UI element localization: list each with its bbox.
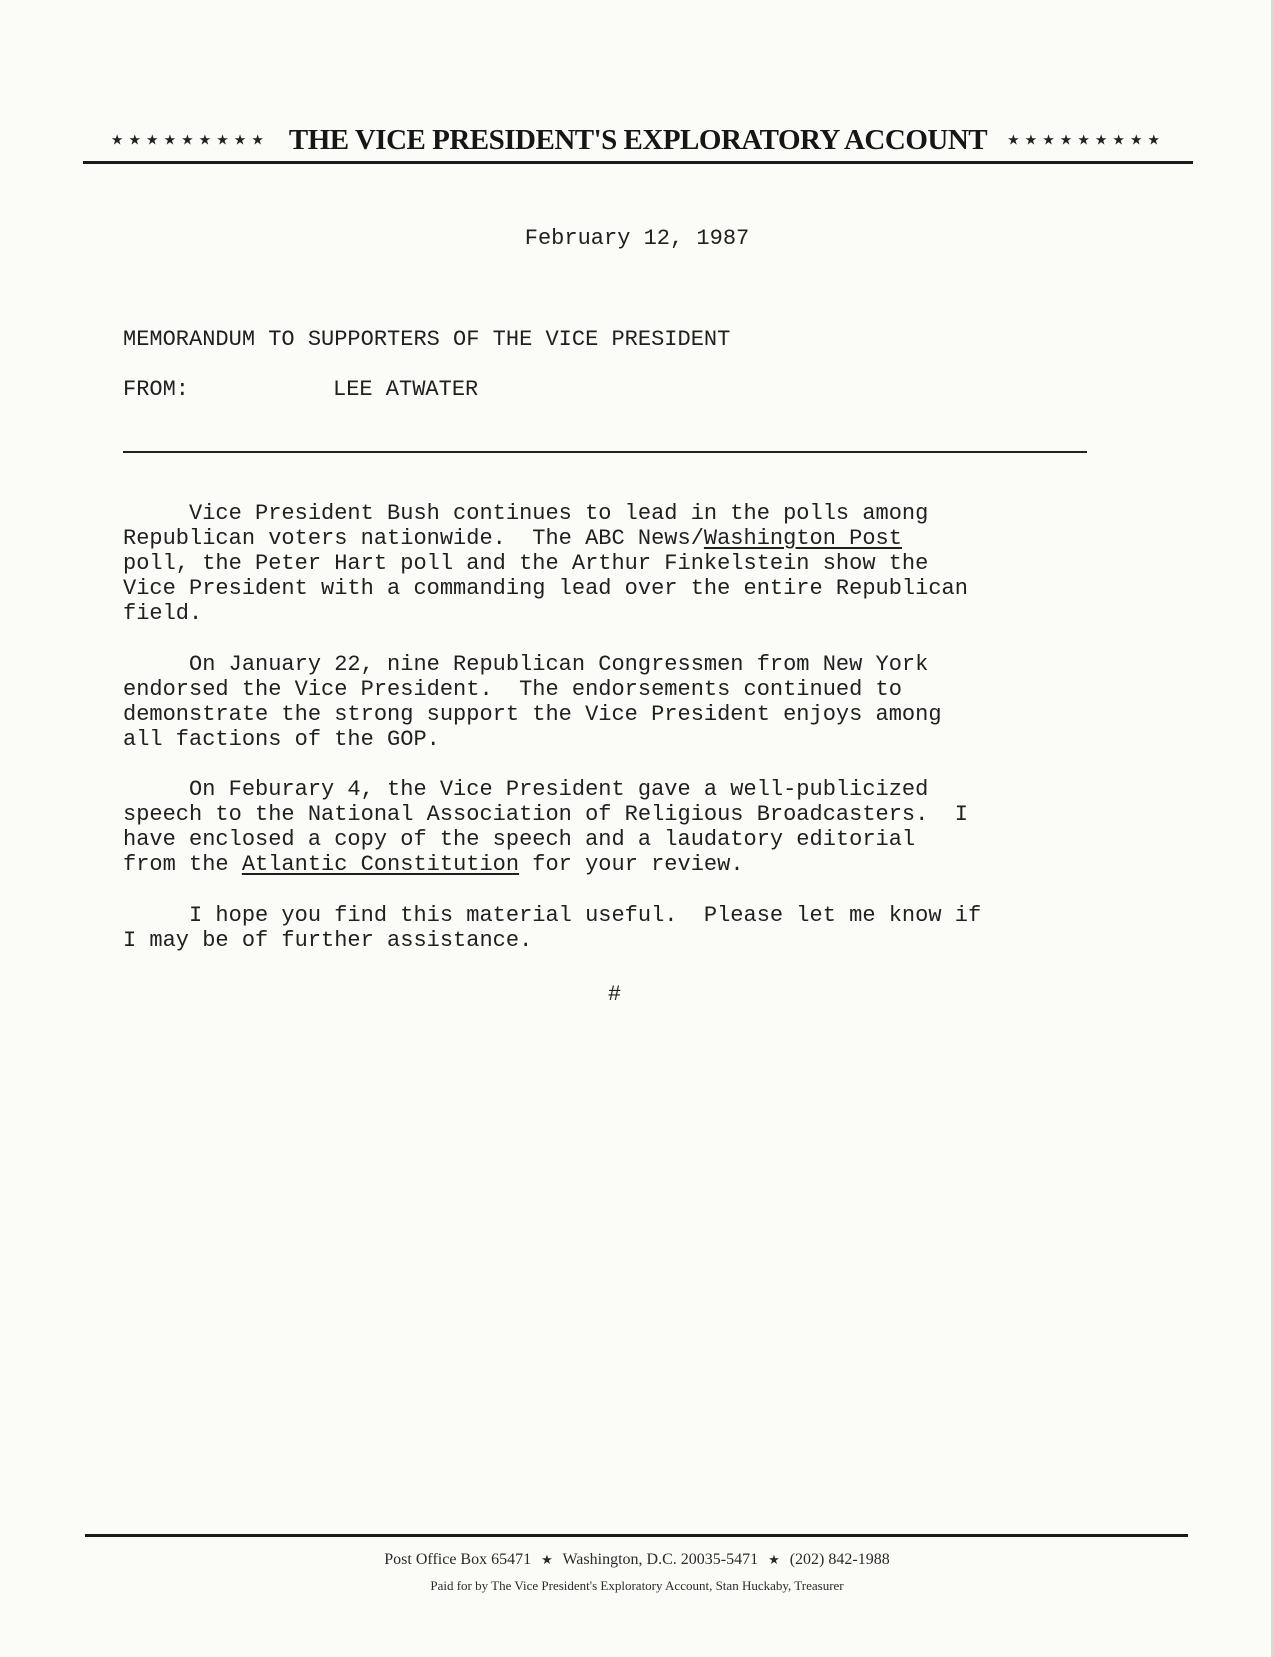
body-paragraph-2: On January 22, nine Republican Congressmen from New York endorsed the Vice President. The endorsements continued to demonstrate the strong support the Vice President enjoys among all factions of the GOP. [123,652,942,752]
letterhead-title: THE VICE PRESIDENT'S EXPLORATORY ACCOUNT [288,124,988,156]
body-paragraph-1-text-b: poll, the Peter Hart poll and the Arthur Finkelstein show the Vice President with a commanding lead over the entire Republican field. [123,551,968,626]
publication-washington-post: Washington Post [703,526,902,551]
header-divider [123,451,1087,453]
body-paragraph-3 [123,777,1113,877]
letterhead-divider [83,161,1193,164]
footer-divider [85,1534,1188,1537]
footer-city: Washington, D.C. 20035-5471 [562,1551,759,1568]
body-paragraph-3-text-b: for your review. [519,852,744,877]
footer-phone: (202) 842-1988 [789,1551,890,1568]
letterhead-stars-right: ★★★★★★★★★ [1007,132,1166,149]
from-label: FROM: [123,377,190,402]
publication-atlantic-constitution: Atlantic Constitution [241,852,520,877]
memo-date: February 12, 1987 [524,226,750,251]
memo-heading: MEMORANDUM TO SUPPORTERS OF THE VICE PRESIDENT [123,327,731,352]
body-paragraph-3-text-a: On Feburary 4, the Vice President gave a well-publicized speech to the National Association of Religious Broadcasters. I have enclosed a copy of the speech and a laudatory editorial from the [123,777,968,877]
footer-star-separator-1: ★ [541,1553,553,1568]
from-value: LEE ATWATER [333,377,479,402]
footer-po-box: Post Office Box 65471 [384,1551,532,1568]
footer-address [0,1551,1274,1569]
body-paragraph-1-text-a: Vice President Bush continues to lead in the polls among Republican voters nationwide. The ABC News/ [123,501,929,551]
letterhead [83,124,1193,157]
end-mark: # [607,982,622,1007]
footer-paid-for-notice: Paid for by The Vice President's Exploratory Account, Stan Huckaby, Treasurer [430,1578,844,1593]
body-paragraph-4: I hope you find this material useful. Please let me know if I may be of further assistance. [123,903,982,953]
body-paragraph-1 [123,501,1113,626]
letterhead-stars-left: ★★★★★★★★★ [110,132,269,149]
footer-star-separator-2: ★ [768,1553,780,1568]
